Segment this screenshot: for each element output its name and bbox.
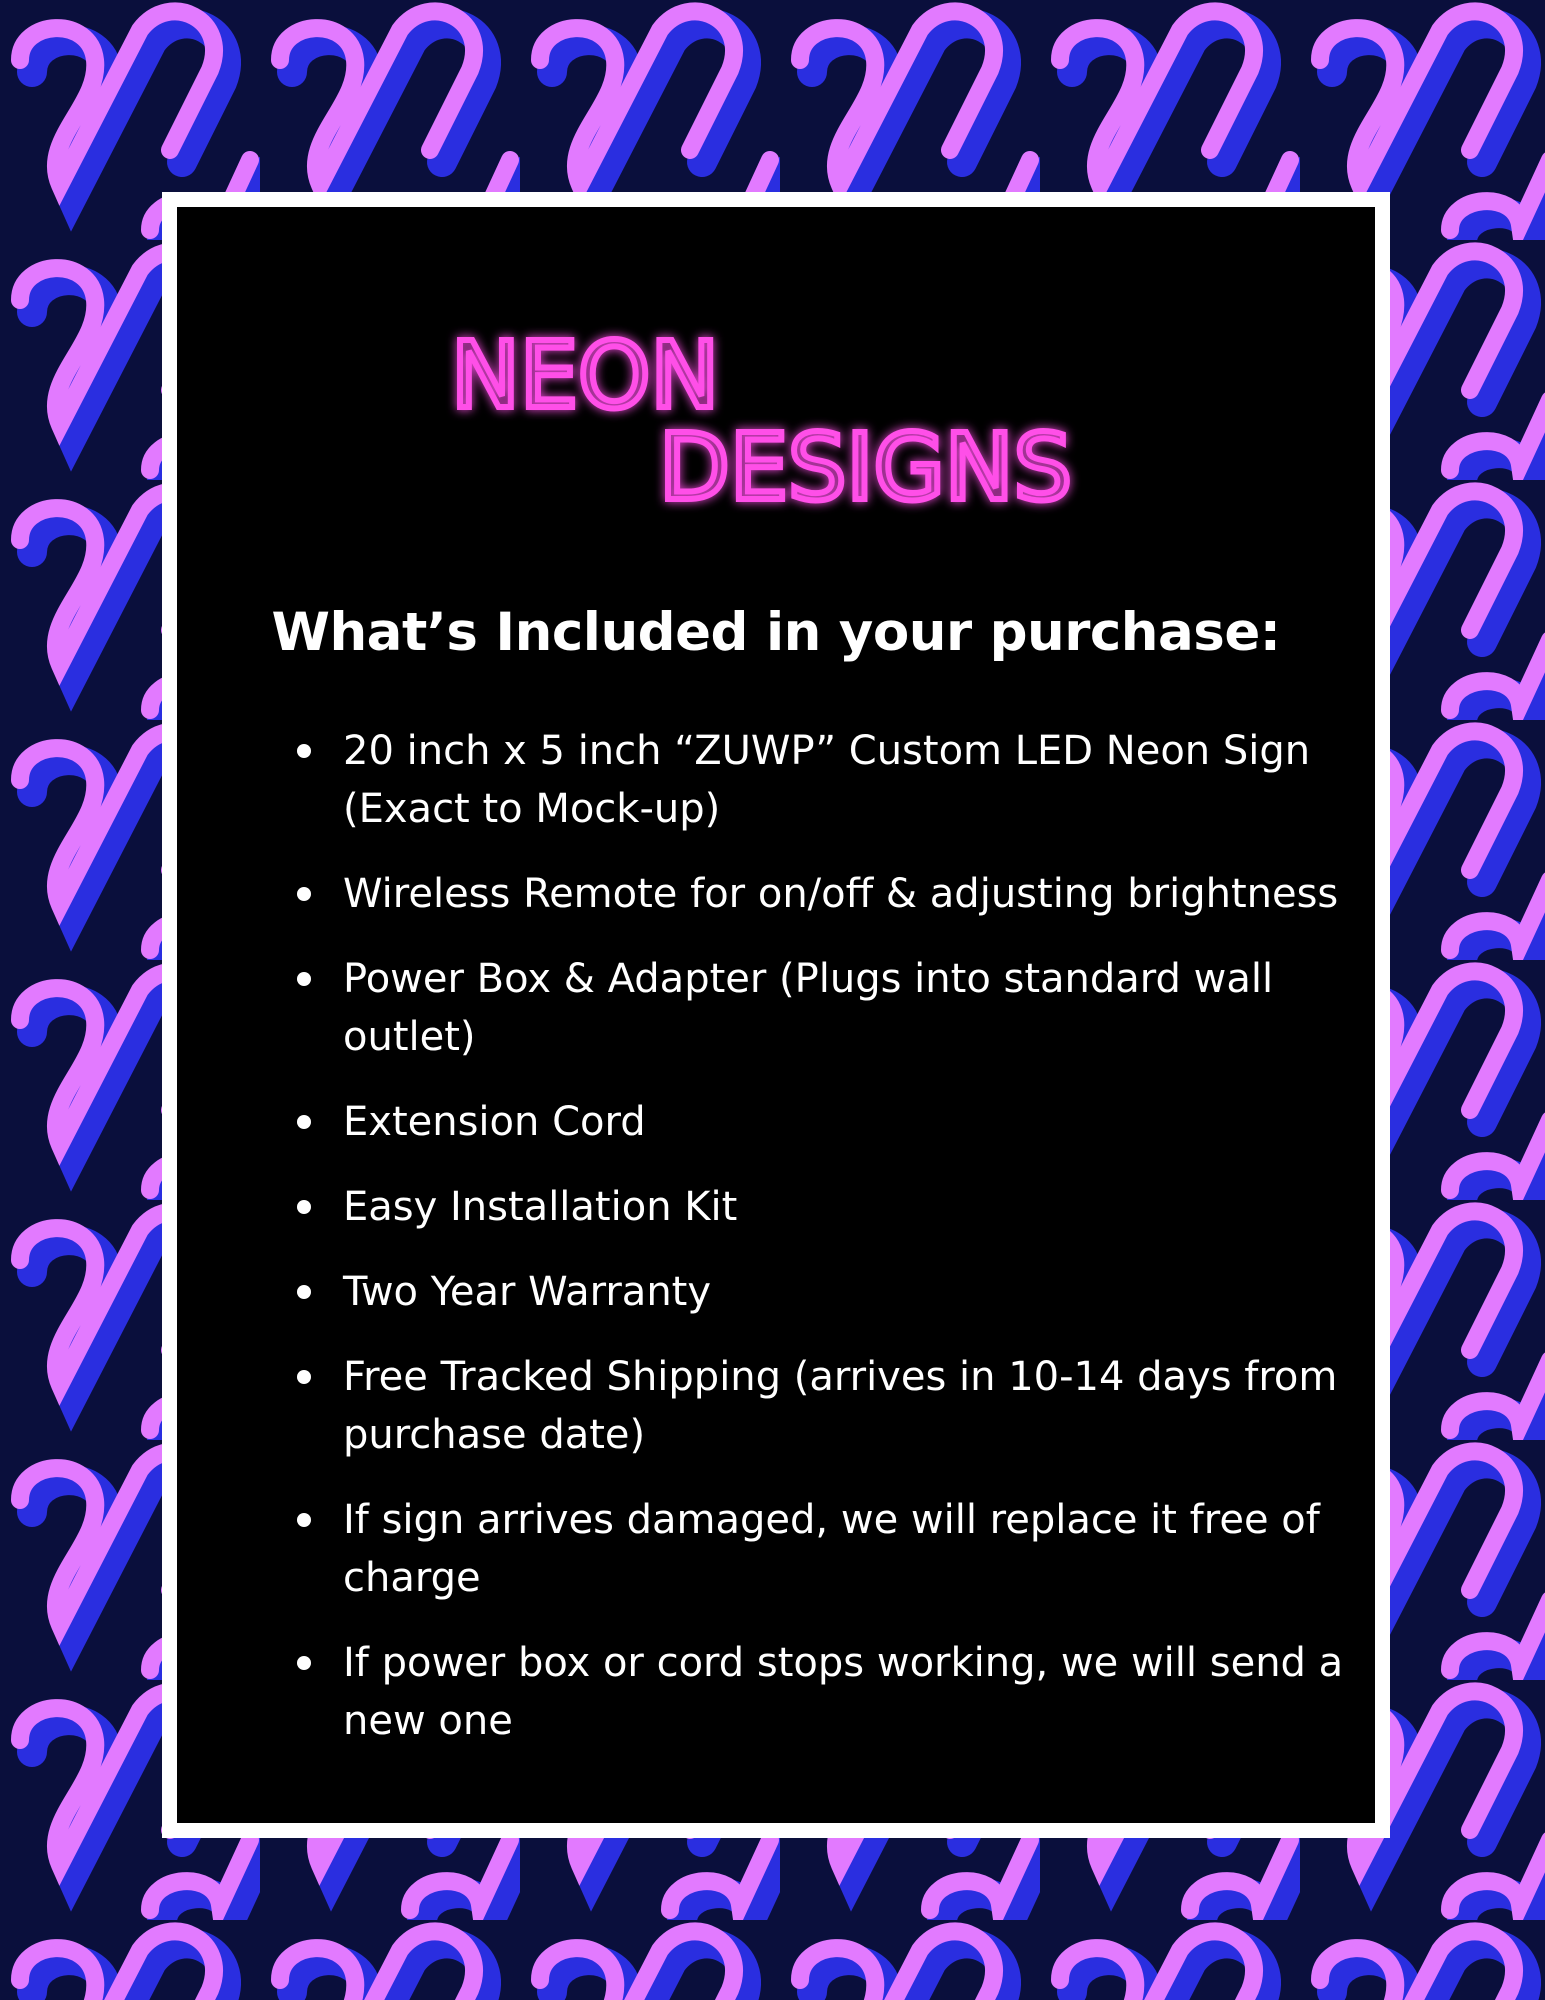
list-item	[237, 1093, 1357, 1151]
neon-designs-logo	[441, 302, 1131, 521]
list-item	[237, 1491, 1357, 1607]
bullet-icon	[297, 887, 311, 901]
logo-line1: NEON	[451, 322, 720, 429]
list-item	[237, 865, 1357, 923]
list-item	[237, 1178, 1357, 1236]
item-text: Easy Installation Kit	[343, 1184, 738, 1230]
bullet-icon	[297, 1285, 311, 1299]
item-text: Power Box & Adapter (Plugs into standard wall outlet)	[343, 956, 1274, 1060]
included-items-card	[162, 192, 1390, 1838]
item-text: Two Year Warranty	[343, 1269, 712, 1315]
bullet-icon	[297, 1656, 311, 1670]
bullet-icon	[297, 1200, 311, 1214]
list-item	[237, 1263, 1357, 1321]
item-text: If sign arrives damaged, we will replace it free of charge	[343, 1497, 1320, 1601]
list-item	[237, 950, 1357, 1066]
item-text: Free Tracked Shipping (arrives in 10-14 days from purchase date)	[343, 1354, 1338, 1458]
bullet-icon	[297, 1513, 311, 1527]
list-item	[237, 722, 1357, 838]
bullet-icon	[297, 1115, 311, 1129]
list-item	[237, 1348, 1357, 1464]
item-text: Wireless Remote for on/off & adjusting brightness	[343, 871, 1339, 917]
included-items-list	[237, 722, 1357, 1777]
logo-line2: DESIGNS	[659, 414, 1073, 521]
item-text: 20 inch x 5 inch “ZUWP” Custom LED Neon Sign (Exact to Mock-up)	[343, 728, 1311, 832]
item-text: Extension Cord	[343, 1099, 646, 1145]
bullet-icon	[297, 1370, 311, 1384]
list-item	[237, 1634, 1357, 1750]
bullet-icon	[297, 972, 311, 986]
page-title: What’s Included in your purchase:	[271, 602, 1281, 663]
bullet-icon	[297, 744, 311, 758]
item-text: If power box or cord stops working, we will send a new one	[343, 1640, 1344, 1744]
